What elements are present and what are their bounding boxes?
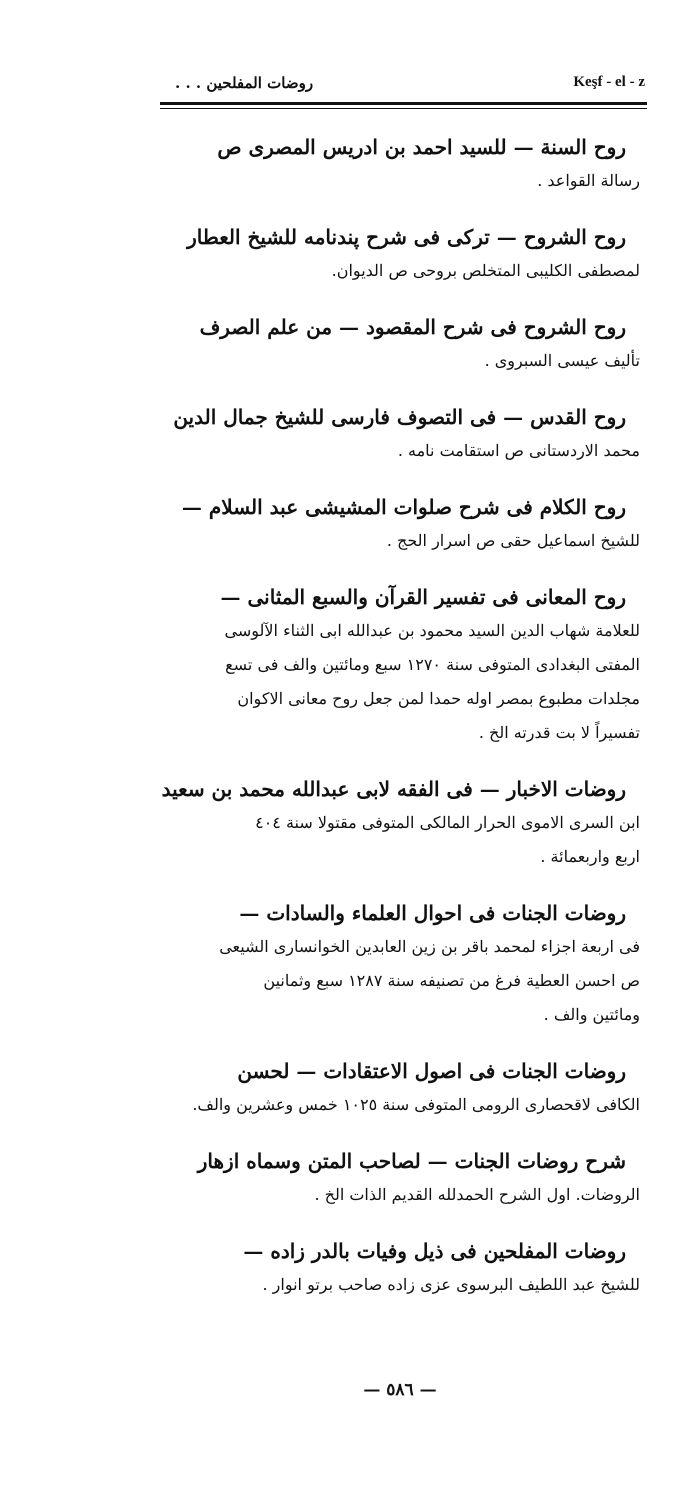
- entry-text-line: ابن السرى الاموى الحرار المالكى المتوفى مقتولا سنة ٤٠٤: [255, 813, 640, 832]
- entry-text-line: تفسيراً لا بت قدرته الخ .: [478, 723, 640, 742]
- entry-title-line: روح الشروح — تركى فى شرح پندنامه للشيخ العطار: [187, 225, 626, 249]
- entry-text-line: ص احسن العطية فرغ من تصنيفه سنة ١٢٨٧ سبع وثمانين: [263, 971, 640, 990]
- bibliography-entry: [160, 1054, 640, 1122]
- entry-text-line: اربع واربعمائة .: [540, 847, 640, 866]
- entry-title-line: روح السنة — للسيد احمد بن ادريس المصرى ص: [217, 135, 626, 159]
- entry-text-line: للشيخ اسماعيل حقى ص اسرار الحج .: [386, 531, 640, 550]
- page-header: [165, 72, 645, 100]
- entry-text-line: للشيخ عبد اللطيف البرسوى عزى زاده صاحب برتو انوار .: [262, 1275, 640, 1294]
- entry-text-line: ومائتين والف .: [543, 1005, 640, 1024]
- entry-text-line: الكافى لاقحصارى الرومى المتوفى سنة ١٠٢٥ خمس وعشرين والف.: [192, 1095, 640, 1114]
- entry-text-line: لمصطفى الكليبى المتخلص بروحى ص الديوان.: [331, 261, 640, 280]
- running-title: روضات المفلحين . . .: [175, 74, 314, 92]
- page-number: — ٥٨٦ —: [363, 1380, 437, 1400]
- entry-text-line: مجلدات مطبوع بمصر اوله حمدا لمن جعل روح معانى الاكوان: [237, 689, 640, 708]
- bibliography-entry: [160, 1144, 640, 1212]
- bibliography-entry: [160, 400, 640, 468]
- entry-title-line: روضات المفلحين فى ذيل وفيات بالدر زاده —: [243, 1239, 626, 1263]
- bibliography-entry: [160, 130, 640, 198]
- entry-title-line: شرح روضات الجنات — لصاحب المتن وسماه ازهار: [197, 1149, 626, 1173]
- entry-title-line: روح القدس — فى التصوف فارسى للشيخ جمال الدين: [173, 405, 626, 429]
- entry-text-line: رسالة القواعد .: [537, 171, 640, 190]
- book-title: Keşf - el - z: [573, 74, 645, 90]
- entry-text-line: الروضات. اول الشرح الحمدلله القديم الذات الخ .: [314, 1185, 640, 1204]
- entry-title-line: روضات الجنات فى احوال العلماء والسادات —: [239, 901, 626, 925]
- entry-text-line: للعلامة شهاب الدين السيد محمود بن عبدالله ابى الثناء الآلوسى: [224, 621, 640, 640]
- entry-text-line: محمد الاردستانى ص استقامت نامه .: [397, 441, 640, 460]
- entry-title-line: روح الشروح فى شرح المقصود — من علم الصرف: [199, 315, 626, 339]
- bibliography-entry: [160, 580, 640, 750]
- header-rule-thin: [160, 108, 647, 109]
- entry-title-line: روح الكلام فى شرح صلوات المشيشى عبد السلام —: [181, 495, 626, 519]
- bibliography-entry: [160, 772, 640, 874]
- entry-text-line: فى اربعة اجزاء لمحمد باقر بن زين العابدين الخوانسارى الشيعى: [219, 937, 640, 956]
- bibliography-entry: [160, 310, 640, 378]
- entry-title-line: روضات الاخبار — فى الفقه لابى عبدالله محمد بن سعيد: [161, 777, 626, 801]
- entry-text-line: تأليف عيسى السبروى .: [484, 351, 640, 370]
- bibliography-entry: [160, 896, 640, 1032]
- entry-title-line: روضات الجنات فى اصول الاعتقادات — لحسن: [237, 1059, 626, 1083]
- header-rule-thick: [160, 102, 647, 105]
- bibliography-entry: [160, 1234, 640, 1302]
- entries-list: [160, 130, 640, 1324]
- entry-text-line: المفتى البغدادى المتوفى سنة ١٢٧٠ سبع ومائتين والف فى تسع: [225, 655, 640, 674]
- entry-title-line: روح المعانى فى تفسير القرآن والسبع المثانى —: [220, 585, 626, 609]
- bibliography-entry: [160, 220, 640, 288]
- bibliography-entry: [160, 490, 640, 558]
